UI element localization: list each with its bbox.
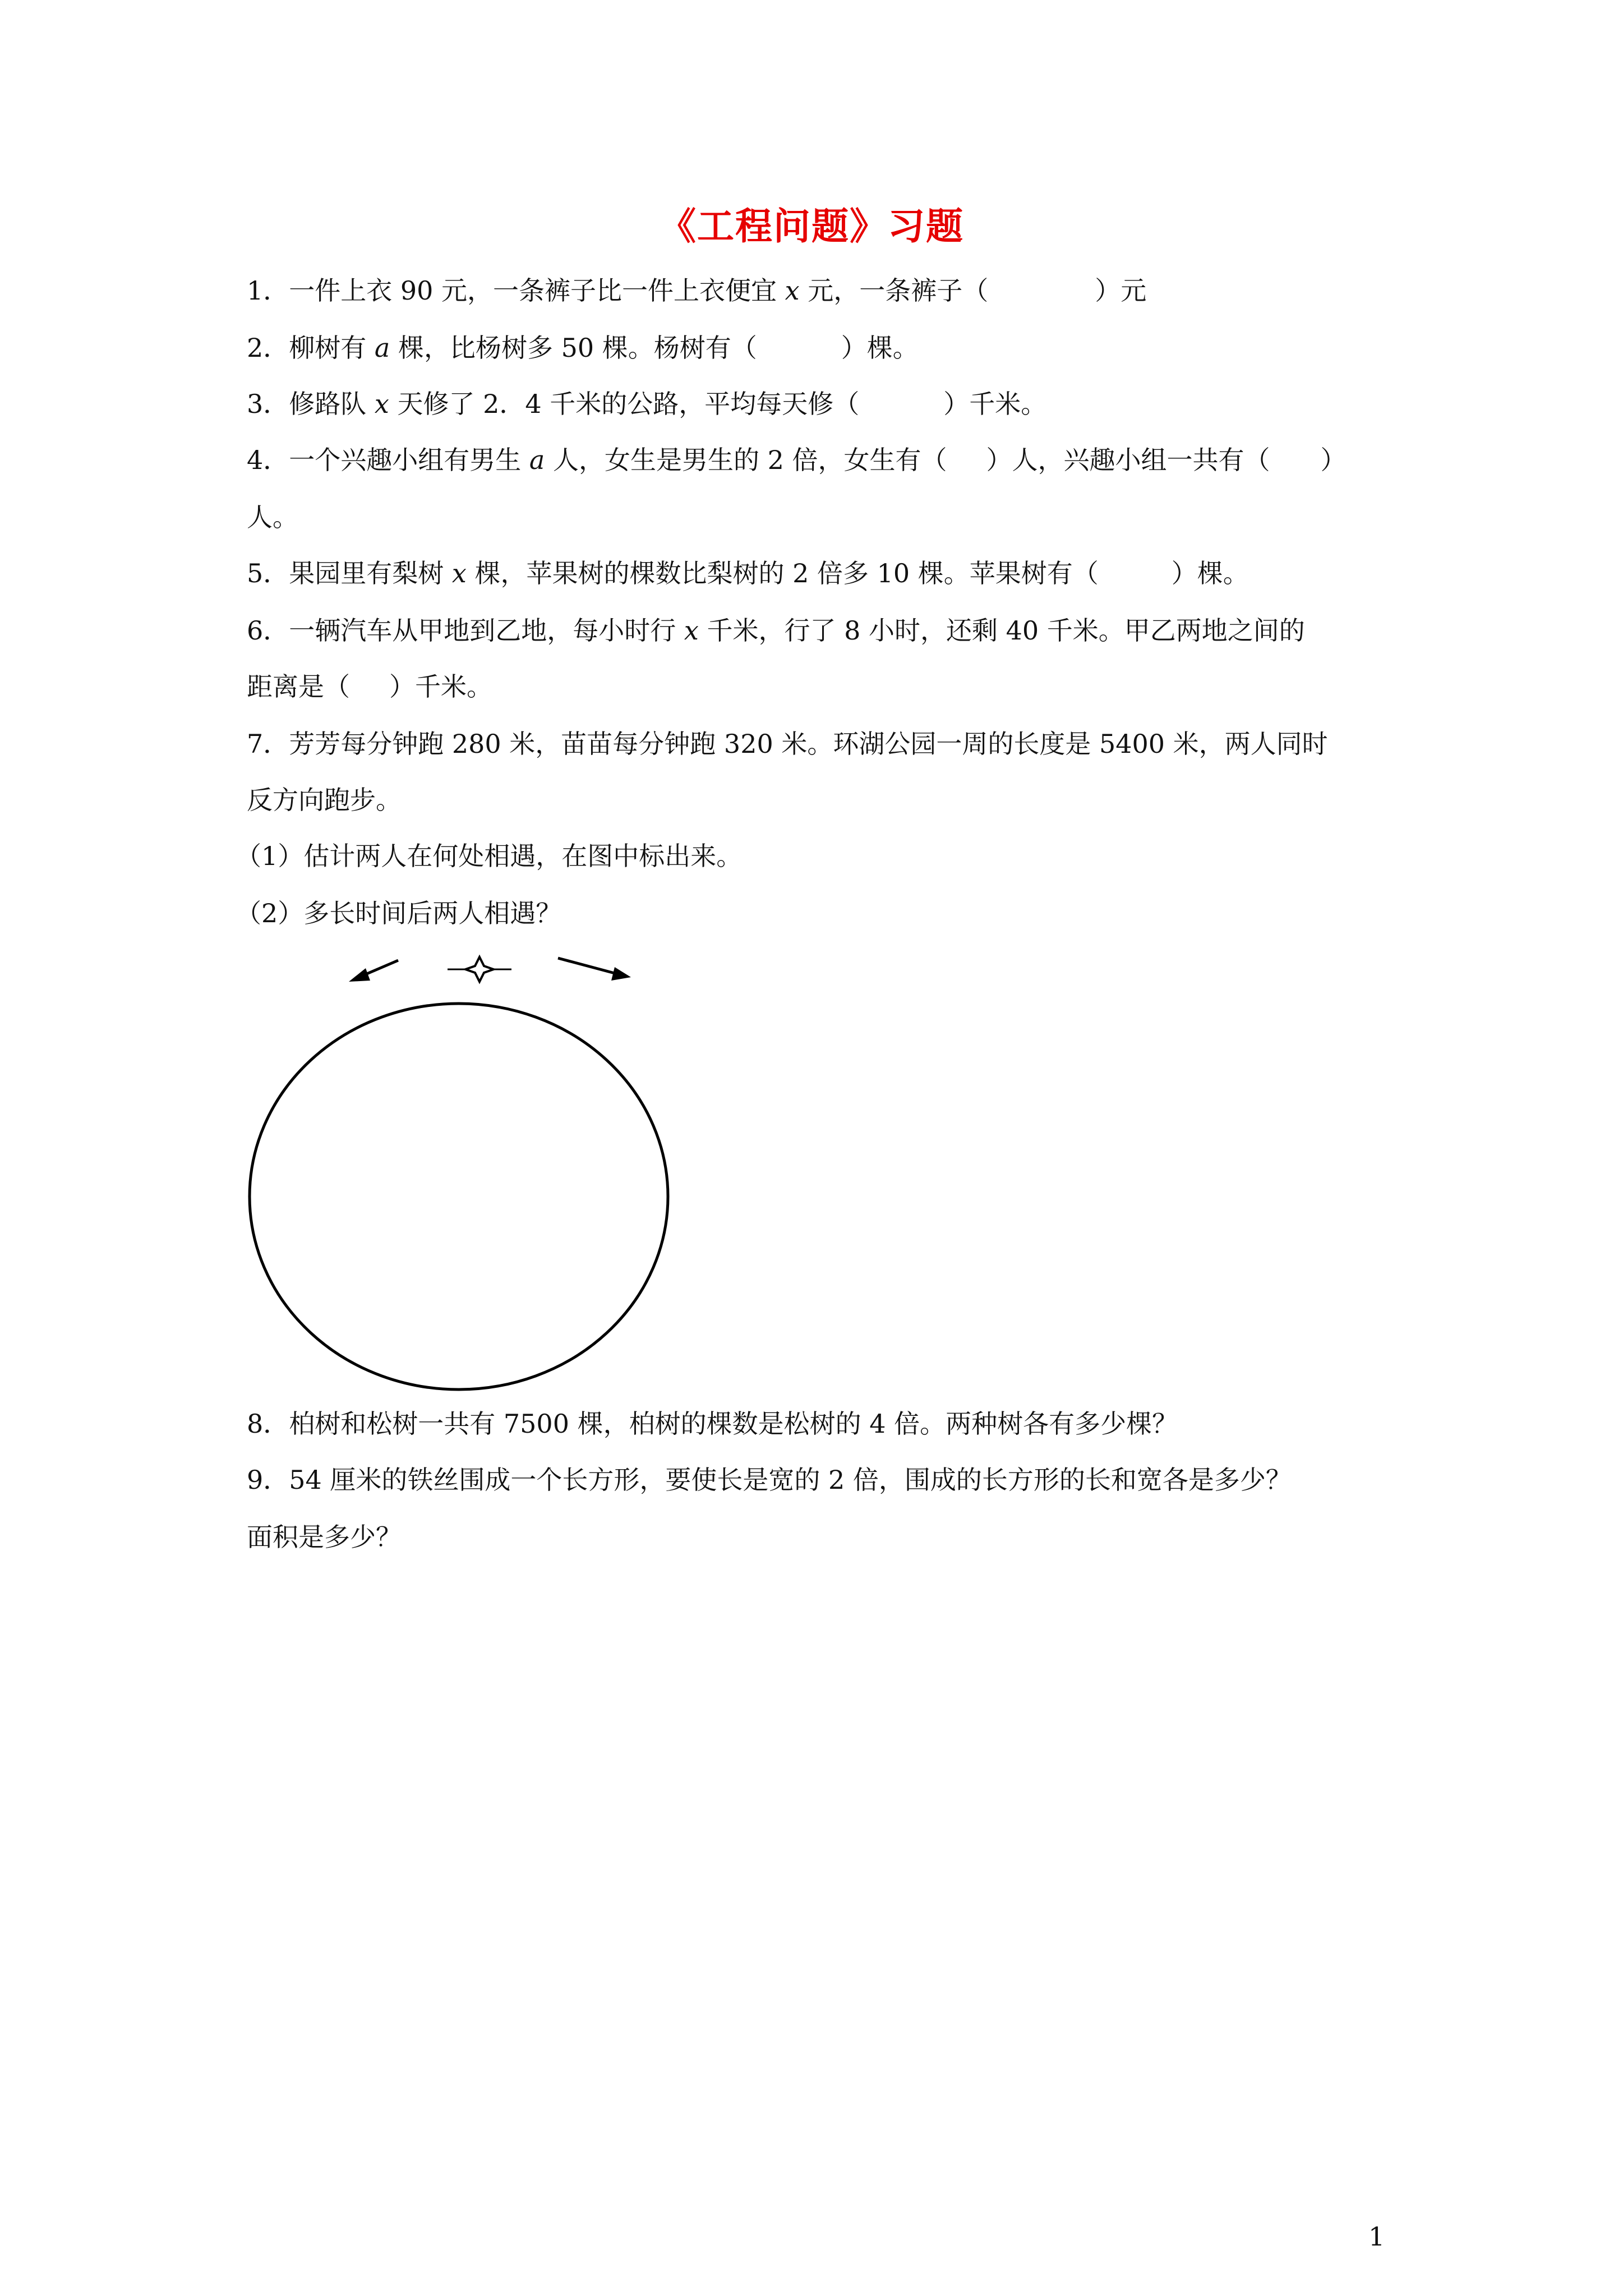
q3-text-b: 天修了 2．4 千米的公路，平均每天修（ (389, 389, 860, 419)
q4-text-d: ） (1320, 445, 1347, 475)
q3-variable: x (374, 389, 389, 419)
q7-text-a: 7．芳芳每分钟跑 280 米，苗苗每分钟跑 320 米。环湖公园一周的长度是 5400 米，两人同时 (247, 729, 1328, 759)
right-arrow-icon (558, 958, 631, 981)
q4-text-c: ）人，兴趣小组一共有（ (986, 445, 1270, 475)
q1-text-b: 元，一条裤子（ (799, 275, 989, 306)
page-number: 1 (1368, 2221, 1385, 2252)
question-7-sub-1: （1）估计两人在何处相遇，在图中标出来。 (236, 841, 743, 871)
q5-variable: x (451, 558, 467, 588)
start-point-star-icon (448, 957, 511, 982)
q2-text-b: 棵，比杨树多 50 棵。杨树有（ (390, 333, 757, 363)
q6-text-b: 千米，行了 8 小时，还剩 40 千米。甲乙两地之间的 (698, 615, 1305, 646)
question-7-sub-2: （2）多长时间后两人相遇？ (236, 898, 562, 928)
q2-variable: a (374, 333, 390, 363)
q2-text-c: ）棵。 (841, 333, 919, 363)
question-9 (247, 1463, 1447, 1497)
q5-text-c: ）棵。 (1171, 558, 1249, 588)
q1-text-c: ）元 (1095, 275, 1147, 306)
left-arrow-icon (349, 960, 398, 982)
question-9-continued (247, 1520, 1447, 1554)
q9-text-a: 9．54 厘米的铁丝围成一个长方形，要使长是宽的 2 倍，围成的长方形的长和宽各是多少？ (247, 1465, 1292, 1495)
q6-text-a: 6．一辆汽车从甲地到乙地，每小时行 (247, 615, 684, 646)
q2-text-a: 2．柳树有 (247, 333, 375, 363)
q4-text-e: 人。 (247, 502, 298, 532)
q4-variable: a (529, 445, 545, 475)
q4-text-a: 4．一个兴趣小组有男生 (247, 445, 529, 475)
page-title: 《工程问题》习题 (659, 204, 964, 248)
q4-text-b: 人，女生是男生的 2 倍，女生有（ (545, 445, 947, 475)
q7-text-b: 反方向跑步。 (247, 785, 402, 815)
q1-variable: x (785, 275, 800, 306)
q9-text-b: 面积是多少？ (247, 1522, 402, 1552)
question-8: 8．柏树和松树一共有 7500 棵，柏树的棵数是松树的 4 倍。两种树各有多少棵？ (247, 1409, 1178, 1439)
lake-circle (250, 1004, 668, 1389)
q6-text-c: 距离是（ (247, 671, 350, 702)
q6-variable: x (684, 615, 699, 646)
q6-text-d: ）千米。 (389, 671, 492, 702)
q1-text-a: 1．一件上衣 90 元，一条裤子比一件上衣便宜 (247, 275, 785, 306)
q5-text-b: 棵，苹果树的棵数比梨树的 2 倍多 10 棵。苹果树有（ (466, 558, 1099, 588)
q5-text-a: 5．果园里有梨树 (247, 558, 452, 588)
q3-text-c: ）千米。 (943, 389, 1047, 419)
q3-text-a: 3．修路队 (247, 389, 375, 419)
